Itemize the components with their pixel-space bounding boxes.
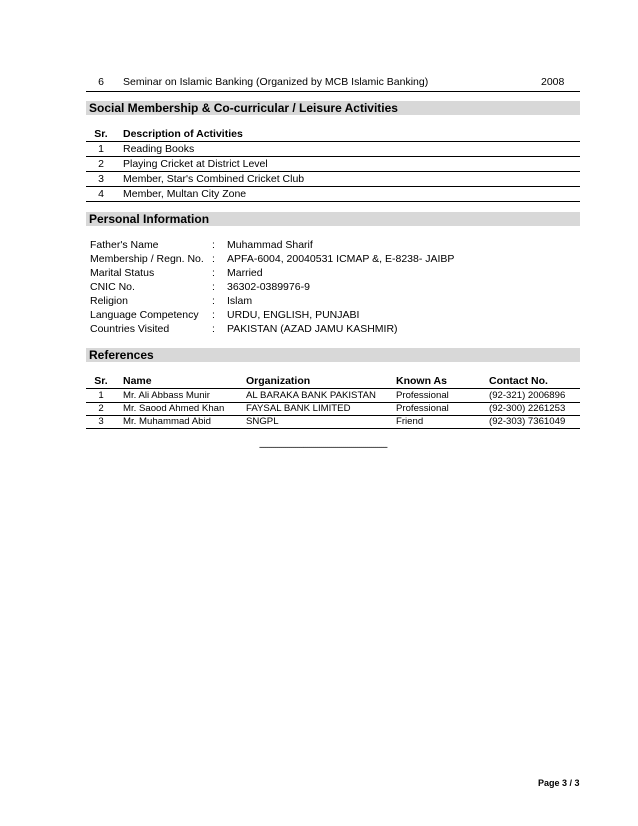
references-header-contact: Contact No. bbox=[489, 375, 548, 387]
social-row-rule bbox=[86, 171, 580, 172]
personal-separator: : bbox=[212, 239, 215, 251]
references-section-title: References bbox=[86, 348, 580, 362]
personal-value: URDU, ENGLISH, PUNJABI bbox=[227, 309, 360, 321]
personal-label: Father's Name bbox=[90, 239, 159, 251]
social-row-desc: Member, Multan City Zone bbox=[123, 188, 247, 200]
social-row-sr: 2 bbox=[98, 158, 104, 170]
personal-separator: : bbox=[212, 295, 215, 307]
top-row-rule bbox=[86, 91, 580, 92]
personal-label: Language Competency bbox=[90, 309, 199, 321]
reference-known-as: Professional bbox=[396, 390, 449, 401]
references-header-sr: Sr. bbox=[94, 375, 108, 387]
reference-contact: (92-303) 7361049 bbox=[489, 416, 566, 427]
social-section-title: Social Membership & Co-curricular / Leisure Activities bbox=[86, 101, 580, 115]
social-row-rule bbox=[86, 186, 580, 187]
personal-value: APFA-6004, 20040531 ICMAP &, E-8238- JAIBP bbox=[227, 253, 455, 265]
social-header-sr: Sr. bbox=[94, 128, 108, 140]
personal-label: Countries Visited bbox=[90, 323, 170, 335]
reference-sr: 2 bbox=[98, 403, 104, 414]
reference-row-rule bbox=[86, 428, 580, 429]
social-header-rule bbox=[86, 141, 580, 142]
references-header-name: Name bbox=[123, 375, 152, 387]
reference-name: Mr. Ali Abbass Munir bbox=[123, 390, 210, 401]
personal-value: Married bbox=[227, 267, 263, 279]
social-row-sr: 1 bbox=[98, 143, 104, 155]
reference-organization: AL BARAKA BANK PAKISTAN bbox=[246, 390, 376, 401]
references-header-organization: Organization bbox=[246, 375, 311, 387]
social-header-desc: Description of Activities bbox=[123, 128, 243, 140]
reference-name: Mr. Saood Ahmed Khan bbox=[123, 403, 225, 414]
end-of-document-rule: ---------------------------------------------------------------- bbox=[259, 442, 387, 452]
reference-known-as: Professional bbox=[396, 403, 449, 414]
reference-contact: (92-321) 2006896 bbox=[489, 390, 566, 401]
social-row-rule bbox=[86, 156, 580, 157]
reference-sr: 3 bbox=[98, 416, 104, 427]
social-row-sr: 3 bbox=[98, 173, 104, 185]
social-row-desc: Reading Books bbox=[123, 143, 195, 155]
personal-separator: : bbox=[212, 267, 215, 279]
personal-separator: : bbox=[212, 253, 215, 265]
personal-label: CNIC No. bbox=[90, 281, 135, 293]
top-row-desc: Seminar on Islamic Banking (Organized by MCB Islamic Banking) bbox=[123, 76, 429, 88]
top-row-year: 2008 bbox=[541, 76, 565, 88]
reference-organization: SNGPL bbox=[246, 416, 279, 427]
references-header-rule bbox=[86, 388, 580, 389]
reference-contact: (92-300) 2261253 bbox=[489, 403, 566, 414]
personal-value: Islam bbox=[227, 295, 253, 307]
page-number: Page 3 / 3 bbox=[538, 778, 580, 788]
personal-separator: : bbox=[212, 281, 215, 293]
reference-name: Mr. Muhammad Abid bbox=[123, 416, 211, 427]
personal-value: Muhammad Sharif bbox=[227, 239, 313, 251]
personal-label: Marital Status bbox=[90, 267, 155, 279]
personal-label: Religion bbox=[90, 295, 128, 307]
personal-separator: : bbox=[212, 309, 215, 321]
social-row-sr: 4 bbox=[98, 188, 104, 200]
references-header-known-as: Known As bbox=[396, 375, 447, 387]
reference-sr: 1 bbox=[98, 390, 104, 401]
social-row-desc: Playing Cricket at District Level bbox=[123, 158, 268, 170]
personal-separator: : bbox=[212, 323, 215, 335]
personal-value: 36302-0389976-9 bbox=[227, 281, 310, 293]
reference-organization: FAYSAL BANK LIMITED bbox=[246, 403, 351, 414]
personal-value: PAKISTAN (AZAD JAMU KASHMIR) bbox=[227, 323, 398, 335]
social-row-rule bbox=[86, 201, 580, 202]
reference-known-as: Friend bbox=[396, 416, 424, 427]
personal-section-title: Personal Information bbox=[86, 212, 580, 226]
social-row-desc: Member, Star's Combined Cricket Club bbox=[123, 173, 305, 185]
top-row-sr: 6 bbox=[98, 76, 104, 88]
personal-label: Membership / Regn. No. bbox=[90, 253, 204, 265]
